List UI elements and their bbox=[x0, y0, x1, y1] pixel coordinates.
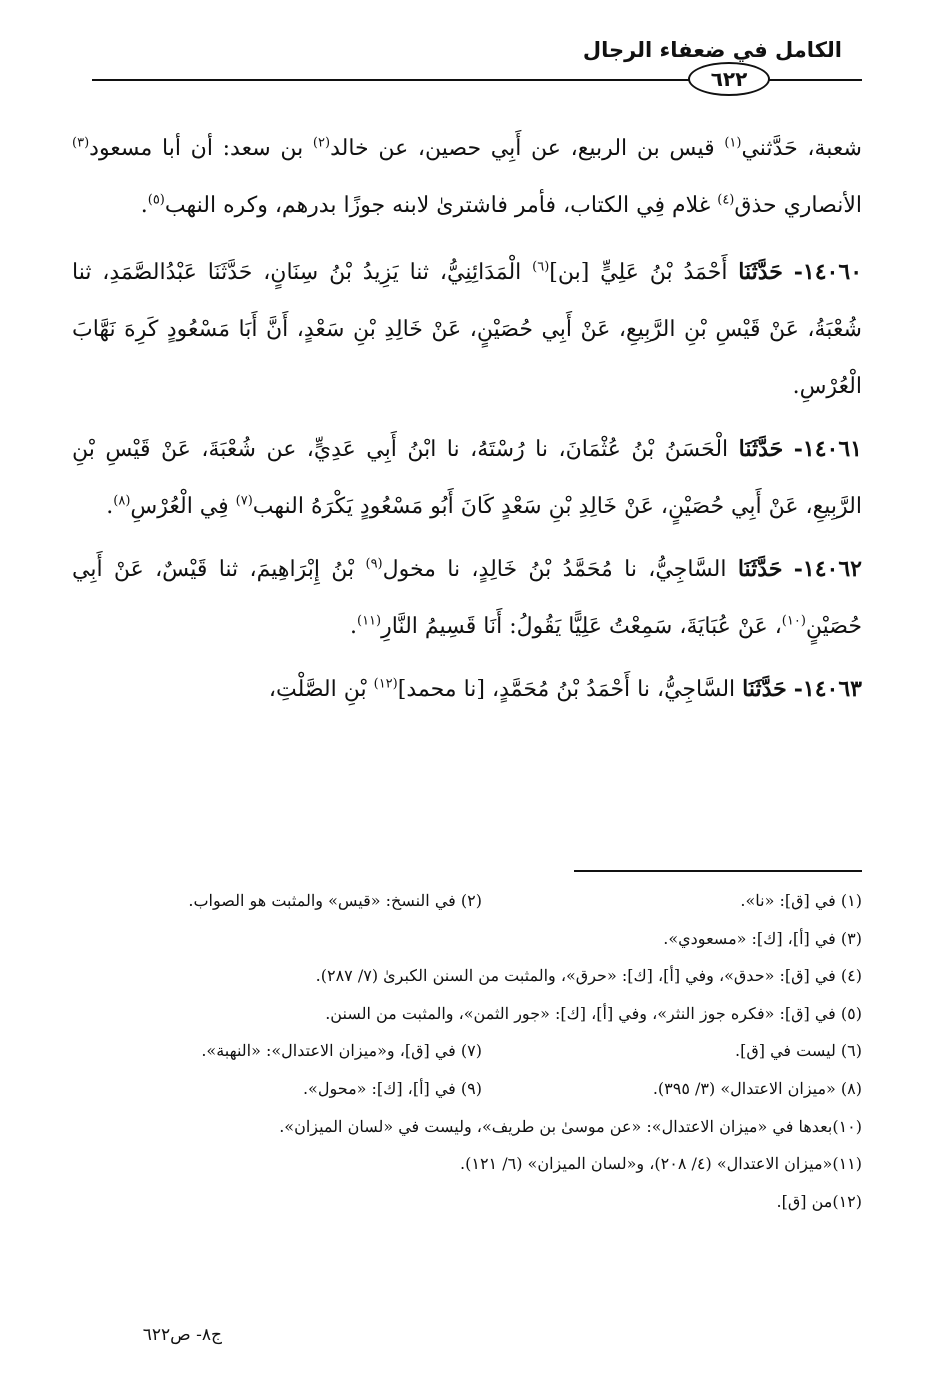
hadith-number: ١٤٠٦١- bbox=[793, 436, 862, 462]
footnote-separator bbox=[574, 870, 862, 872]
hadith-number: ١٤٠٦٢- bbox=[793, 556, 862, 582]
footnote-ref: (١٠) bbox=[781, 613, 806, 629]
page-number: ٦٢٢ bbox=[710, 67, 748, 91]
footnote-ref: (١١) bbox=[356, 613, 382, 629]
footnote-12: (١٢)من [ق]. bbox=[776, 1191, 862, 1211]
hadith-14063 bbox=[72, 661, 862, 718]
text-run: شعبة، حَدَّثني bbox=[741, 136, 862, 161]
paragraph-continuation bbox=[72, 120, 862, 234]
footnote-5: (٥) في [ق]: «فكره جوز النثر»، وفي [أ]، [ك]: «جور الثمن»، والمثبت من السنن. bbox=[325, 1003, 862, 1023]
footnote-ref: (٧) bbox=[235, 493, 253, 509]
footnote-row bbox=[72, 920, 862, 958]
running-title: الكامل في ضعفاء الرجال bbox=[582, 38, 842, 62]
text-run: . bbox=[140, 193, 148, 218]
narration-keyword: حَدَّثَنَا bbox=[738, 259, 783, 285]
footnote-ref: (١) bbox=[724, 135, 742, 151]
footnote-ref: (٩) bbox=[365, 556, 383, 572]
footnote-row bbox=[72, 1145, 862, 1183]
text-run: الْحَسَنُ بْنُ عُثْمَانَ، نا رُسْتَهُ، نا ابْنُ أَبِي عَدِيٍّ، عن شُعْبَةَ، عَنْ قَيْسِ بْنِ الرَّبِيعِ، عَنْ أَبِي حُصَيْنٍ، عَنْ خَالِدِ بْنِ سَعْدٍ كَانَ أَبُو مَسْعُودٍ يَكْرَهُ النهب bbox=[72, 437, 862, 519]
hadith-14060 bbox=[72, 244, 862, 415]
narration-keyword: حَدَّثَنَا bbox=[742, 676, 787, 702]
footnote-7: (٧) في [ق]، و«ميزان الاعتدال»: «النهبة». bbox=[201, 1041, 482, 1061]
footnote-11: (١١)«ميزان الاعتدال» (٤/ ٢٠٨)، و«لسان الميزان» (٦/ ١٢١). bbox=[460, 1154, 862, 1174]
volume-page-id: ج٨- ص٦٢٢ bbox=[142, 1325, 222, 1345]
text-run: بْنُ إِبْرَاهِيمَ، ثنا قَيْسٌ، عَنْ أَبِي حُصَيْنٍ bbox=[72, 557, 862, 639]
text-run: بن سعد: أن أبا مسعود bbox=[89, 136, 313, 161]
text-run: قيس بن الربيع، عن أَبِي حصين، عن خالد bbox=[330, 136, 725, 161]
page-number-badge bbox=[688, 62, 770, 96]
hadith-number: ١٤٠٦٠- bbox=[793, 259, 863, 285]
footnote-10: (١٠)بعدها في «ميزان الاعتدال»: «عن موسىٰ بن طريف»، وليست في «لسان الميزان». bbox=[279, 1116, 862, 1136]
footnote-ref: (٦) bbox=[532, 259, 550, 275]
footnote-row bbox=[72, 882, 862, 920]
footnote-6: (٦) ليست في [ق]. bbox=[735, 1041, 862, 1061]
text-run: فِي الْعُرْسِ bbox=[130, 494, 236, 519]
footnote-9: (٩) في [أ]، [ك]: «محول». bbox=[302, 1078, 482, 1098]
footnote-ref: (٣) bbox=[72, 135, 90, 151]
footnote-1: (١) في [ق]: «نا». bbox=[740, 891, 862, 910]
footnote-2: (٢) في النسخ: «قيس» والمثبت هو الصواب. bbox=[188, 891, 482, 910]
narration-keyword: حَدَّثَنَا bbox=[738, 436, 784, 462]
text-run: ، عَنْ عُبَايَةَ، سَمِعْتُ عَلِيًّا يَقُولُ: أَنَا قَسِيمُ النَّارِ bbox=[381, 614, 782, 639]
footnote-row bbox=[72, 1070, 862, 1108]
footnote-4: (٤) في [ق]: «حدق»، وفي [أ]، [ك]: «حرق»، والمثبت من السنن الكبرىٰ (٧/ ٢٨٧). bbox=[315, 966, 862, 986]
hadith-14061 bbox=[72, 421, 862, 535]
footnote-row bbox=[72, 1032, 862, 1070]
text-run: السَّاجِيُّ، نا أَحْمَدُ بْنُ مُحَمَّدٍ، [نا محمد] bbox=[397, 677, 743, 702]
footnote-ref: (٢) bbox=[312, 135, 331, 151]
footnote-8: (٨) «ميزان الاعتدال» (٣/ ٣٩٥). bbox=[652, 1078, 862, 1098]
footnotes bbox=[72, 882, 862, 1220]
text-run: . bbox=[349, 614, 357, 639]
footnote-ref: (٤) bbox=[717, 192, 735, 208]
hadith-14062 bbox=[72, 541, 862, 655]
text-run: الْمَدَائِنِيُّ، ثنا يَزِيدُ بْنُ سِنَانٍ، حَدَّثَنَا عَبْدُالصَّمَدِ، ثنا شُعْبَةُ، عَنْ قَيْسِ بْنِ الرَّبِيعِ، عَنْ أَبِي حُصَيْنٍ، عَنْ خَالِدِ بْنِ سَعْدٍ، أَنَّ أَبَا مَسْعُودٍ كَرِهَ نَهَّابَ الْعُرْسِ. bbox=[72, 260, 862, 399]
text-run: السَّاجِيُّ، نا مُحَمَّدُ بْنُ خَالِدٍ، نا مخول bbox=[382, 557, 738, 582]
narration-keyword: حَدَّثَنَا bbox=[737, 556, 783, 582]
footnote-ref: (٨) bbox=[113, 493, 131, 509]
footnote-row bbox=[72, 1183, 862, 1221]
footnote-ref: (٥) bbox=[147, 192, 165, 208]
text-run: . bbox=[106, 494, 114, 519]
footnote-3: (٣) في [أ]، [ك]: «مسعودي». bbox=[663, 928, 862, 948]
text-run: الأنصاري حذق bbox=[734, 193, 862, 218]
text-run: غلام فِي الكتاب، فأمر فاشترىٰ لابنه جوزًا بدرهم، وكره النهب bbox=[164, 193, 718, 218]
footnote-row bbox=[72, 1108, 862, 1146]
text-run: بْنِ الصَّلْتِ، bbox=[268, 677, 374, 702]
text-run: أَحْمَدُ بْنُ عَلِيٍّ [بن] bbox=[549, 260, 739, 285]
footnote-row bbox=[72, 957, 862, 995]
footnote-ref: (١٢) bbox=[373, 676, 398, 692]
main-text bbox=[72, 120, 862, 724]
hadith-number: ١٤٠٦٣- bbox=[793, 676, 862, 702]
footnote-row bbox=[72, 995, 862, 1033]
